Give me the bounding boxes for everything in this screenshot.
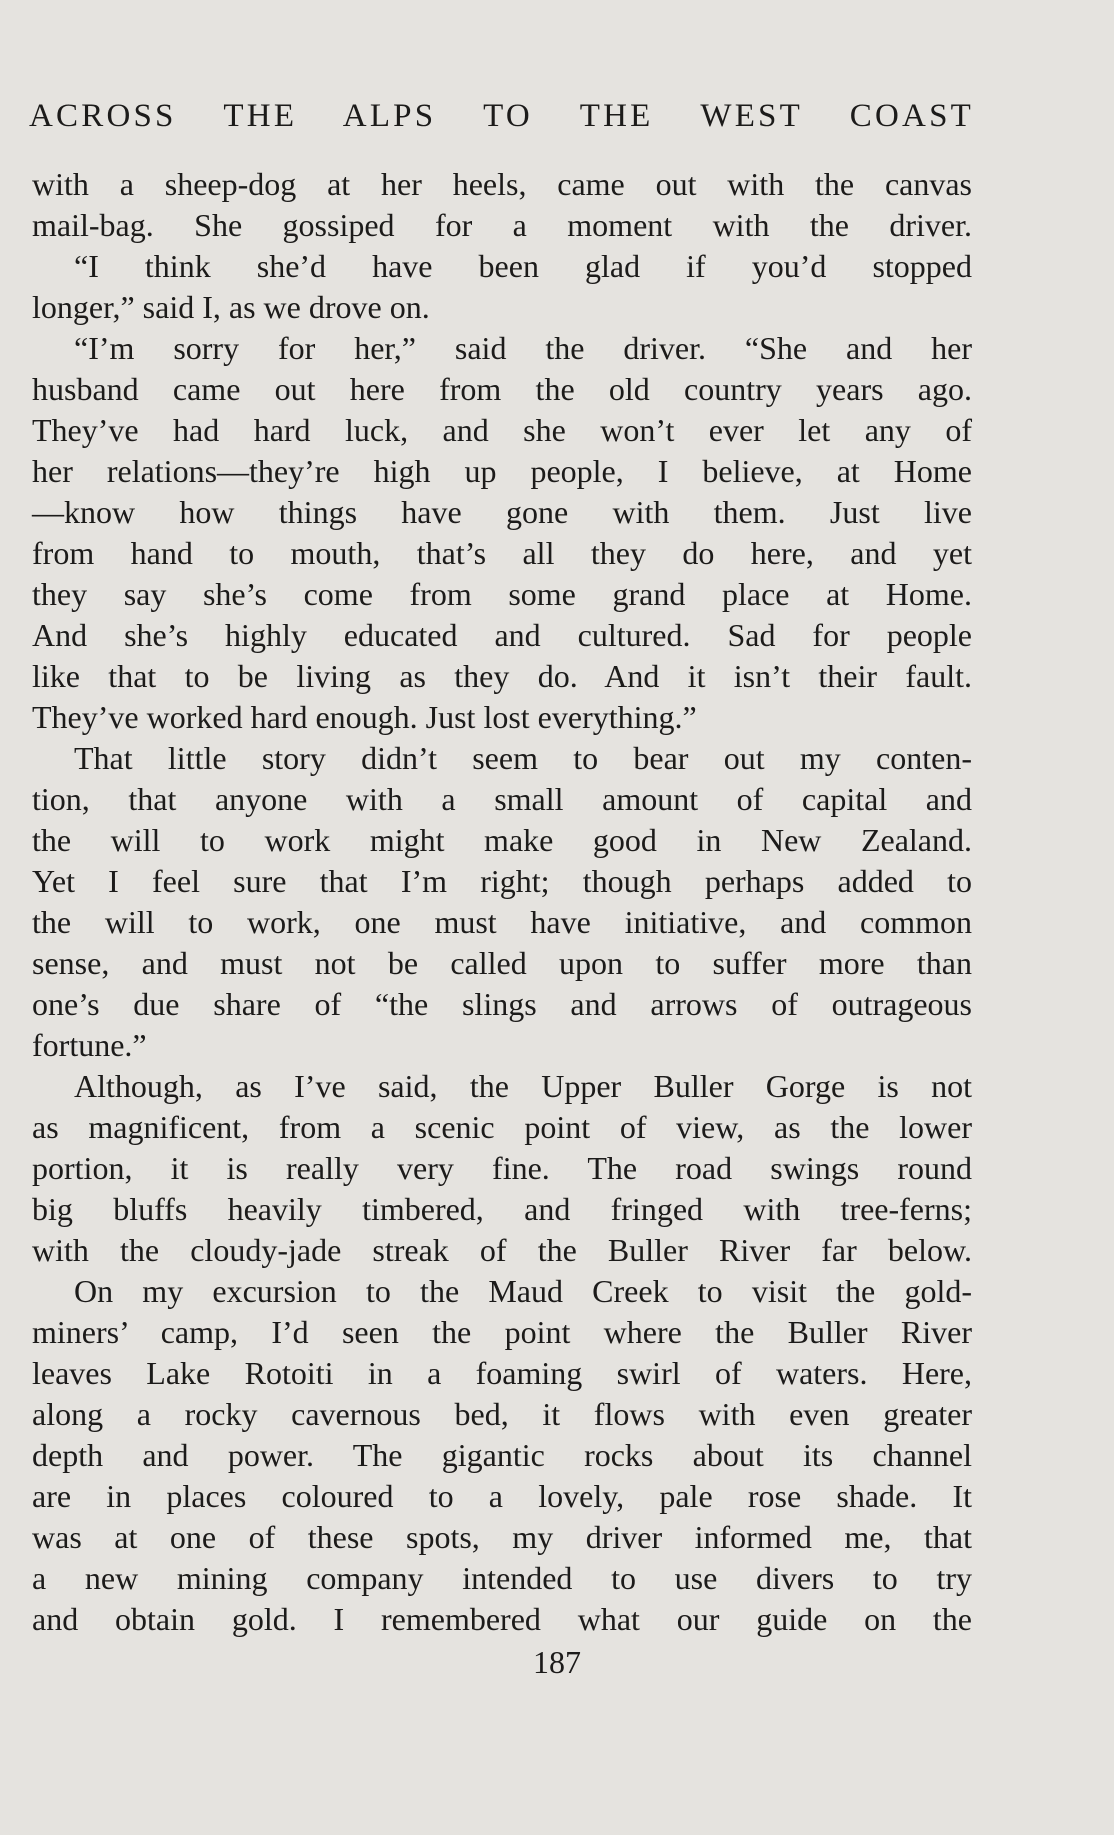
text-line: they say she’s come from some grand place at Home. bbox=[32, 576, 972, 612]
running-head: ACROSS THE ALPS TO THE WEST COAST bbox=[29, 98, 974, 134]
text-line: Yet I feel sure that I’m right; though perhaps added to bbox=[32, 863, 972, 899]
text-line: longer,” said I, as we drove on. bbox=[32, 289, 430, 325]
text-line: fortune.” bbox=[32, 1027, 147, 1063]
text-line: miners’ camp, I’d seen the point where the Buller River bbox=[32, 1314, 972, 1350]
text-line: Although, as I’ve said, the Upper Buller Gorge is not bbox=[74, 1068, 972, 1104]
text-line: portion, it is really very fine. The road swings round bbox=[32, 1150, 972, 1186]
text-line: “I’m sorry for her,” said the driver. “She and her bbox=[74, 330, 972, 366]
text-line: husband came out here from the old country years ago. bbox=[32, 371, 972, 407]
text-line: They’ve worked hard enough. Just lost everything.” bbox=[32, 699, 697, 735]
text-line: the will to work might make good in New Zealand. bbox=[32, 822, 972, 858]
text-line: —know how things have gone with them. Just live bbox=[32, 494, 972, 530]
text-line: depth and power. The gigantic rocks about its channel bbox=[32, 1437, 972, 1473]
text-line: one’s due share of “the slings and arrows of outrageous bbox=[32, 986, 972, 1022]
text-line: “I think she’d have been glad if you’d stopped bbox=[74, 248, 972, 284]
text-line: and obtain gold. I remembered what our guide on the bbox=[32, 1601, 972, 1637]
text-line: tion, that anyone with a small amount of capital and bbox=[32, 781, 972, 817]
text-line: with the cloudy-jade streak of the Buller River far below. bbox=[32, 1232, 972, 1268]
text-line: along a rocky cavernous bed, it flows with even greater bbox=[32, 1396, 972, 1432]
text-line: On my excursion to the Maud Creek to visit the gold- bbox=[74, 1273, 972, 1309]
text-line: And she’s highly educated and cultured. Sad for people bbox=[32, 617, 972, 653]
text-line: big bluffs heavily timbered, and fringed with tree-ferns; bbox=[32, 1191, 972, 1227]
body-text bbox=[32, 164, 972, 1640]
text-line: leaves Lake Rotoiti in a foaming swirl of waters. Here, bbox=[32, 1355, 972, 1391]
text-line: was at one of these spots, my driver informed me, that bbox=[32, 1519, 972, 1555]
text-line: like that to be living as they do. And it isn’t their fault. bbox=[32, 658, 972, 694]
text-line: That little story didn’t seem to bear out my conten- bbox=[74, 740, 972, 776]
text-line: with a sheep-dog at her heels, came out with the canvas bbox=[32, 166, 972, 202]
text-line: her relations—they’re high up people, I believe, at Home bbox=[32, 453, 972, 489]
text-line: They’ve had hard luck, and she won’t ever let any of bbox=[32, 412, 972, 448]
page-number: 187 bbox=[533, 1644, 581, 1680]
text-line: mail-bag. She gossiped for a moment with the driver. bbox=[32, 207, 972, 243]
text-line: from hand to mouth, that’s all they do here, and yet bbox=[32, 535, 972, 571]
text-line: a new mining company intended to use divers to try bbox=[32, 1560, 972, 1596]
text-line: are in places coloured to a lovely, pale rose shade. It bbox=[32, 1478, 972, 1514]
text-line: as magnificent, from a scenic point of view, as the lower bbox=[32, 1109, 972, 1145]
text-line: sense, and must not be called upon to suffer more than bbox=[32, 945, 972, 981]
text-line: the will to work, one must have initiative, and common bbox=[32, 904, 972, 940]
